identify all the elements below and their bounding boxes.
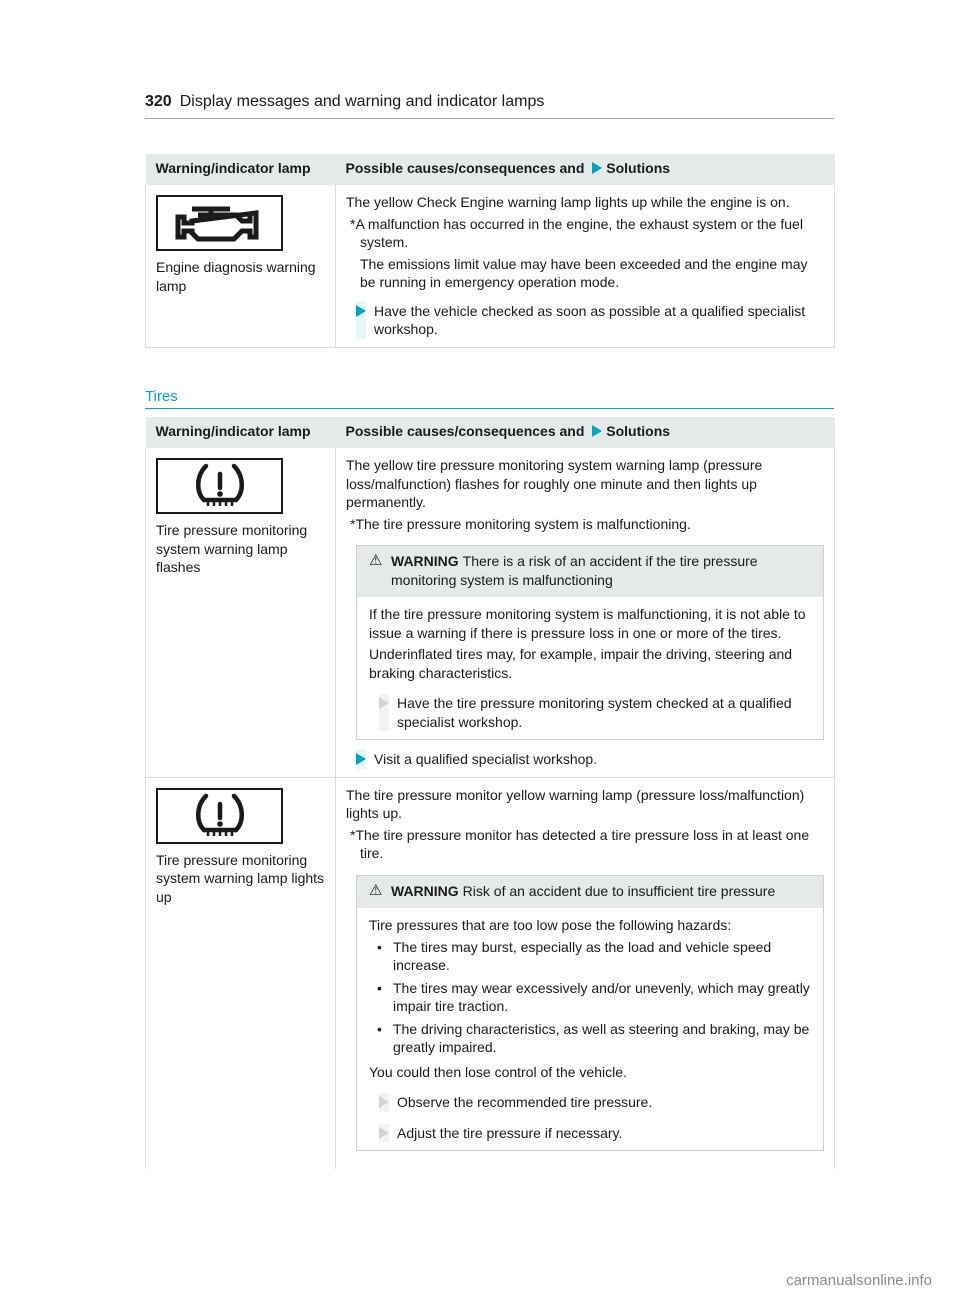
warning-title: Risk of an accident due to insufficient tire pressure <box>462 882 776 899</box>
col-header-lamp: Warning/indicator lamp <box>146 154 336 185</box>
action-arrow-icon <box>379 1127 389 1139</box>
warning-paragraph: Tire pressures that are too low pose the following hazards: <box>369 917 732 933</box>
page-header <box>145 92 544 112</box>
warning-label: WARNING <box>391 553 459 569</box>
causes-cell <box>336 185 835 347</box>
action-arrow-icon <box>356 753 366 765</box>
warning-triangle-icon: ⚠ <box>369 552 383 569</box>
warning-action: Have the tire pressure monitoring system checked at a qualified specialist workshop. <box>379 694 813 731</box>
action-arrow-icon <box>379 1096 389 1108</box>
action-arrow-icon <box>379 697 389 709</box>
check-engine-icon <box>156 195 283 251</box>
section-divider <box>145 408 834 409</box>
watermark: carmanualsonline.info <box>786 1272 932 1289</box>
col-header-lamp: Warning/indicator lamp <box>146 417 336 448</box>
lamp-cell <box>146 185 336 347</box>
tire1-cause: *The tire pressure monitoring system is malfunctioning. <box>350 515 691 532</box>
warning-action: Adjust the tire pressure if necessary. <box>379 1124 813 1143</box>
warning-paragraph: Underinflated tires may, for example, impair the driving, steering and braking characteristics. <box>369 646 793 681</box>
warning-triangle-icon: ⚠ <box>369 881 383 899</box>
col-header-causes: Possible causes/consequences and Solutions <box>336 417 835 448</box>
solution-arrow-icon <box>592 162 602 174</box>
page-number: 320 <box>145 93 172 110</box>
tire1-warning-box <box>356 545 824 740</box>
tire1-intro: The yellow tire pressure monitoring system warning lamp (pressure loss/malfunction) flashes for roughly one minute and then lights up permanently. <box>346 457 763 510</box>
engine-cause: *A malfunction has occurred in the engine, the exhaust system or the fuel system. <box>350 215 803 250</box>
lamp-label: Tire pressure monitoring system warning lamp flashes <box>156 522 308 575</box>
header-divider <box>145 118 834 119</box>
warning-paragraph: You could then lose control of the vehicle. <box>369 1063 627 1080</box>
tire2-cause: *The tire pressure monitor has detected a tire pressure loss in at least one tire. <box>350 826 810 861</box>
warning-title: There is a risk of an accident if the tire pressure monitoring system is malfunctioning <box>391 553 758 588</box>
tire2-intro: The tire pressure monitor yellow warning lamp (pressure loss/malfunction) lights up. <box>346 786 805 821</box>
list-item: • The driving characteristics, as well as steering and braking, may be greatly impaired. <box>377 1020 810 1055</box>
list-item: • The tires may wear excessively and/or unevenly, which may greatly impair tire traction. <box>377 979 810 1014</box>
section-title-tires: Tires <box>145 388 178 405</box>
tire-pressure-icon <box>156 458 283 514</box>
lamp-cell <box>146 777 336 1169</box>
engine-note: The emissions limit value may have been exceeded and the engine may be running in emergency operation mode. <box>360 255 808 290</box>
page-header-title: Display messages and warning and indicator lamps <box>179 93 545 110</box>
col-header-causes: Possible causes/consequences and Solutions <box>336 154 835 185</box>
lamp-label: Tire pressure monitoring system warning lamp lights up <box>156 851 325 905</box>
warning-paragraph: If the tire pressure monitoring system is malfunctioning, it is not able to issue a warning if there is pressure loss in one or more of the tires. <box>369 606 806 641</box>
causes-cell <box>336 777 835 1169</box>
tire2-warning-box <box>356 875 824 1152</box>
solution-arrow-icon <box>592 425 602 437</box>
warning-label: WARNING <box>391 882 459 899</box>
warning-action: Observe the recommended tire pressure. <box>379 1093 813 1112</box>
tire-pressure-icon <box>156 788 283 844</box>
action-arrow-icon <box>356 305 366 317</box>
list-item: • The tires may burst, especially as the load and vehicle speed increase. <box>377 938 772 973</box>
engine-action: Have the vehicle checked as soon as possible at a qualified specialist workshop. <box>356 302 824 339</box>
tires-warning-table <box>145 417 835 1169</box>
lamp-cell <box>146 448 336 777</box>
tire1-action: Visit a qualified specialist workshop. <box>356 750 824 769</box>
engine-warning-table <box>145 154 835 348</box>
causes-cell <box>336 448 835 777</box>
lamp-label: Engine diagnosis warning lamp <box>156 259 316 294</box>
engine-intro: The yellow Check Engine warning lamp lights up while the engine is on. <box>346 194 790 210</box>
